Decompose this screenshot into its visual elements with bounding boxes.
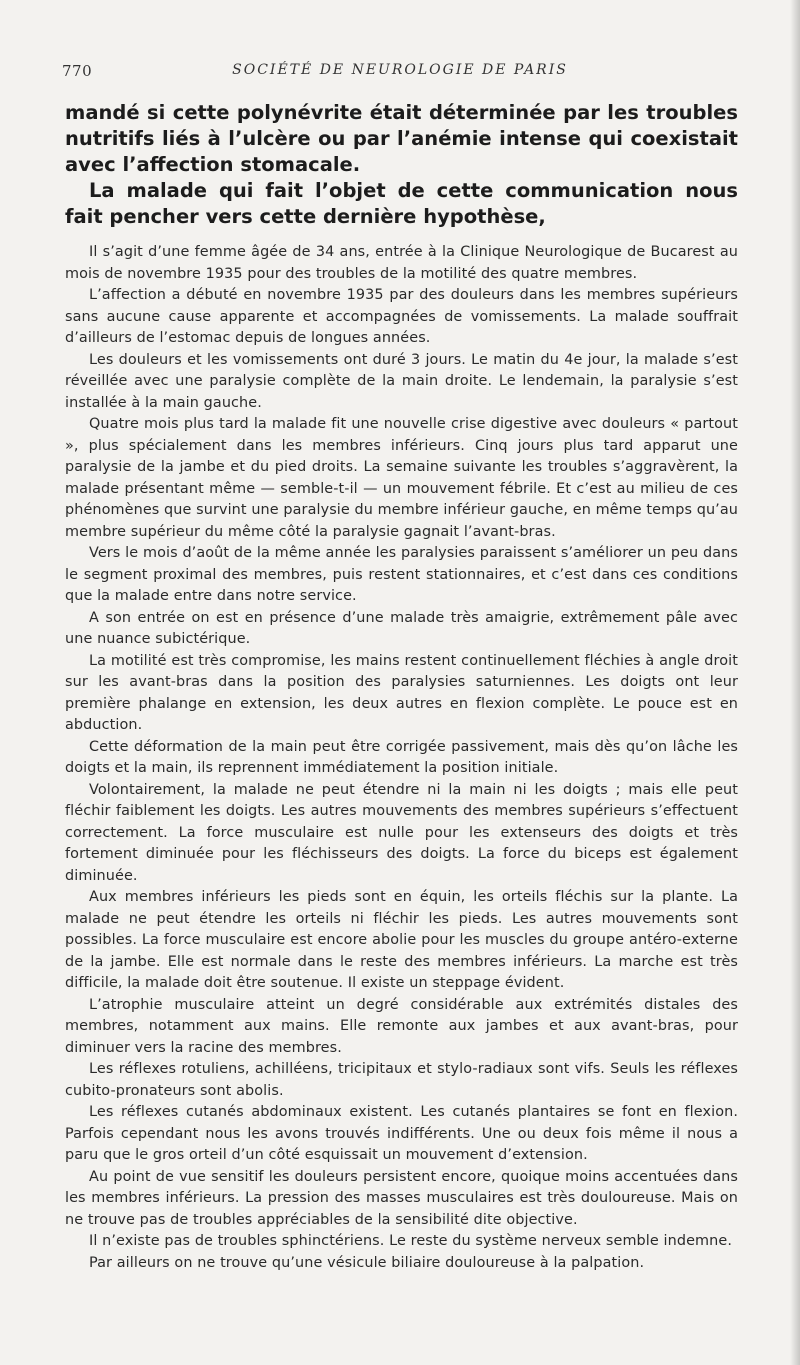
paragraph: Les réflexes cutanés abdominaux existent. Les cutanés plantaires se font en flexion. Parfois cependant nous les avons trouvés indifférents. Une ou deux fois même il nous a paru que le gros orteil d’un côté esquissait un mouvement d’extension. xyxy=(65,1104,738,1163)
case-report xyxy=(65,242,738,1274)
page-edge-shadow xyxy=(790,0,800,1365)
paragraph: Les réflexes rotuliens, achilléens, tricipitaux et stylo-radiaux sont vifs. Seuls les réflexes cubito-pronateurs sont abolis. xyxy=(65,1061,738,1099)
page-number: 770 xyxy=(62,62,93,80)
paragraph-continued: mandé si cette polynévrite était déterminée par les troubles nutritifs liés à l’ulcère ou par l’anémie intense qui coexistait avec l’affection stomacale. xyxy=(65,101,738,176)
paragraph: Volontairement, la malade ne peut étendre ni la main ni les doigts ; mais elle peut fléchir faiblement les doigts. Les autres mouvements des membres supérieurs s’effectuent correctement. La force musculaire est nulle pour les extenseurs des doigts et très fortement diminuée pour les fléchisseurs des doigts. La force du biceps est également diminuée. xyxy=(65,781,738,884)
paragraph: Par ailleurs on ne trouve qu’une vésicule biliaire douloureuse à la palpation. xyxy=(89,1254,645,1271)
paragraph: Au point de vue sensitif les douleurs persistent encore, quoique moins accentuées dans les membres inférieurs. La pression des masses musculaires est très douloureuse. Mais on ne trouve pas de troubles appréciables de la sensibilité dite objective. xyxy=(65,1168,738,1228)
paragraph: L’atrophie musculaire atteint un degré considérable aux extrémités distales des membres, notamment aux mains. Elle remonte aux jambes et aux avant-bras, pour diminuer vers la racine des membres. xyxy=(65,996,738,1056)
paragraph: A son entrée on est en présence d’une malade très amaigrie, extrêmement pâle avec une nuance subictérique. xyxy=(65,609,738,647)
paragraph: Vers le mois d’août de la même année les paralysies paraissent s’améliorer un peu dans le segment proximal des membres, puis restent stationnaires, et c’est dans ces conditions que la malade entre dans notre service. xyxy=(65,545,738,604)
paragraph: Aux membres inférieurs les pieds sont en équin, les orteils fléchis sur la plante. La malade ne peut étendre les orteils ni fléchir les pieds. Les autres mouvements sont possibles. La force musculaire est encore abolie pour les muscles du groupe antéro-externe de la jambe. Elle est normale dans le reste des membres inférieurs. La marche est très difficile, la malade doit être soutenue. Il existe un steppage évident. xyxy=(65,889,738,991)
large-text-section xyxy=(65,100,738,230)
paragraph: La motilité est très compromise, les mains restent continuellement fléchies à angle droit sur les avant-bras dans la position des paralysies saturniennes. Les doigts ont leur première phalange en extension, les deux autres en flexion complète. Le pouce est en abduction. xyxy=(65,652,738,733)
paragraph: Cette déformation de la main peut être corrigée passivement, mais dès qu’on lâche les doigts et la main, ils reprennent immédiatement la position initiale. xyxy=(65,738,738,776)
paragraph: Il s’agit d’une femme âgée de 34 ans, entrée à la Clinique Neurologique de Bucarest au mois de novembre 1935 pour des troubles de la motilité des quatre membres. xyxy=(65,244,738,282)
paragraph: Il n’existe pas de troubles sphinctériens. Le reste du système nerveux semble indemne. xyxy=(89,1233,732,1249)
page-header xyxy=(62,62,738,86)
paragraph: L’affection a débuté en novembre 1935 par des douleurs dans les membres supérieurs sans aucune cause apparente et accompagnées de vomissements. La malade souffrait d’ailleurs de l’estomac depuis de longues années. xyxy=(65,287,738,346)
paragraph: Les douleurs et les vomissements ont duré 3 jours. Le matin du 4e jour, la malade s’est réveillée avec une paralysie complète de la main droite. Le lendemain, la paralysie s’est installée à la main gauche. xyxy=(65,351,738,411)
paragraph: Quatre mois plus tard la malade fit une nouvelle crise digestive avec douleurs « partout », plus spécialement dans les membres inférieurs. Cinq jours plus tard apparut une paralysie de la jambe et du pied droits. La semaine suivante les troubles s’aggravèrent, la malade présentant même — semble-t-il — un mouvement fébrile. Et c’est au milieu de ces phénomènes que survint une paralysie du membre inférieur gauche, en même temps qu’au membre supérieur du même côté la paralysie gagnait l’avant-bras. xyxy=(65,416,738,540)
running-head: SOCIÉTÉ DE NEUROLOGIE DE PARIS xyxy=(232,62,568,78)
article-body xyxy=(65,100,738,1274)
paragraph-hypothesis: La malade qui fait l’objet de cette communication nous fait pencher vers cette dernière hypothèse, xyxy=(65,179,738,228)
